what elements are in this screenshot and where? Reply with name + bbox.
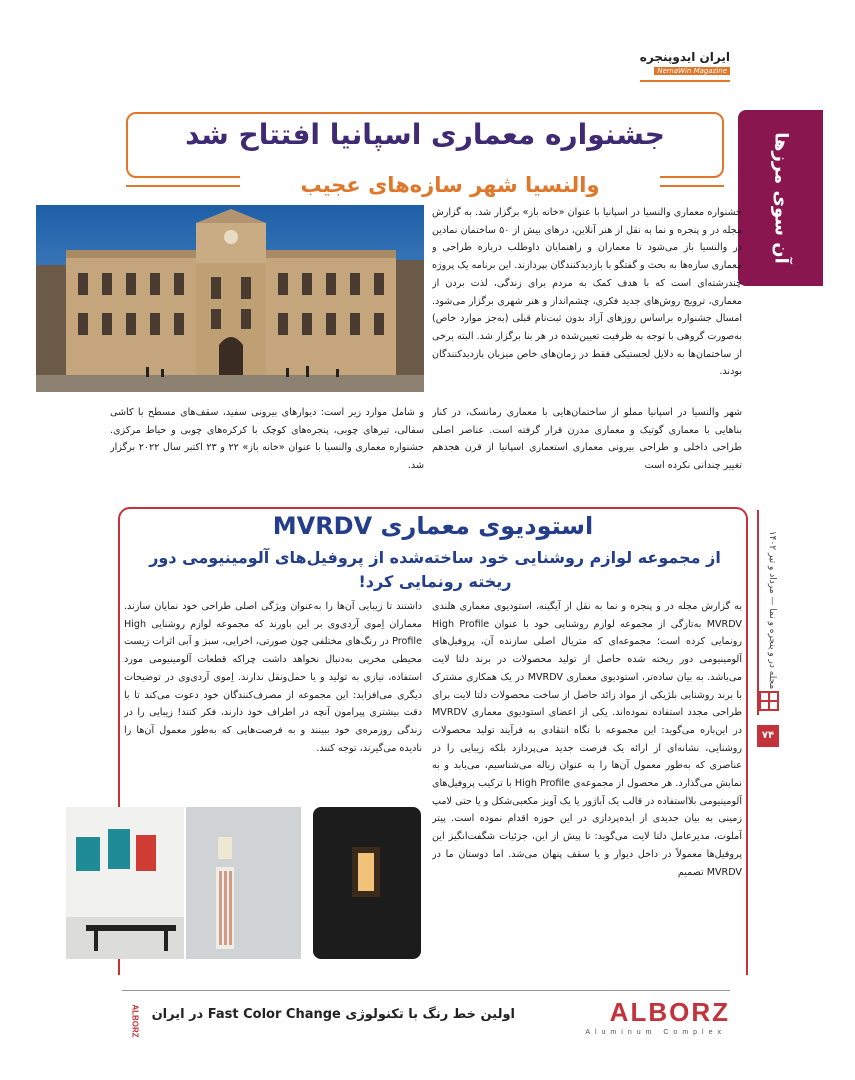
advertisement-text: اولین خط رنگ با تکنولوژی Fast Color Change در ایران (151, 1007, 515, 1022)
logo-text: ایران ایدوپنجره (639, 50, 730, 64)
footer-rule (122, 990, 730, 991)
alborz-tagline: Aluminum Complex (585, 1029, 726, 1036)
page-number: ۷۴ (757, 725, 779, 747)
logo-magazine-tag: NemaWin Magazine (654, 67, 730, 75)
alborz-brand: ALBORZ (609, 997, 730, 1027)
alborz-vertical-logo (128, 995, 142, 1047)
subtitle-rule-right (660, 185, 724, 187)
magazine-logo (640, 50, 730, 80)
alborz-advertisement (120, 995, 730, 1050)
article2-title: استودیوی معماری MVRDV (272, 512, 594, 540)
subtitle-rule-left (126, 185, 240, 187)
section-label: آن سوی مرزها (770, 132, 791, 264)
valencia-building-photo (36, 205, 424, 392)
section-tab (738, 110, 823, 286)
article1-subtitle-wrap (240, 170, 660, 200)
article2-subtitle: از مجموعه لوازم روشنایی خود ساخته‌شده از پروفیل‌های آلومینیومی دور ریخته رونمایی کرد! (149, 548, 721, 591)
product-photos (66, 807, 421, 959)
sidebar-rule (757, 510, 759, 715)
sidebar-magazine-line (764, 520, 780, 700)
article1-subtitle: والنسیا شهر سازه‌های عجیب (300, 173, 600, 197)
article1-left-column: و شامل موارد زیر است: دیوارهای بیرونی سفید، سقف‌های مسطح با کاشی سفالی، تیرهای چوبی، پنجره‌های کوچک با کرکره‌های چوبی و حیاط مرکزی. جشنواره معماری والنسیا با عنوان «خانه باز» ۲۲ و ۲۳ اکتبر سال ۲۰۲۲ برگزار شد. (110, 407, 424, 472)
sidebar-magazine-text: مجله در و پنجره و نما — مرداد و تیر ۱۴۰۲ (767, 530, 777, 690)
window-icon (758, 690, 780, 712)
article1-continued-text: شهر والنسیا در اسپانیا مملو از ساختمان‌هایی با معماری رمانسک، در کنار بناهایی با معماری گوتیک و معماری مدرن قرار گرفته است. عناصر اصلی طراحی داخلی و طراحی بیرونی معماری استعماری اسپانیا از قرن هجدهم تغییر چندانی نکرده است (432, 407, 742, 472)
logo-underline (640, 80, 730, 82)
alborz-logo (560, 997, 730, 1037)
article2-left-column: داشتند تا زیبایی آن‌ها را به‌عنوان ویژگی اصلی طراحی خود نمایان سازند. معماران اِموی آردی‌وی بر این باورند که مجموعه لوازم روشنایی High Profile در رنگ‌های مختلفی چون صورتی، اخرایی، سبز و آبی اثرات زیست محیطی مخربی به‌دنبال نخواهد داشت چراکه قطعات آلومینیومی مورد استفاده، نیازی به تولید و یا حمل‌ونقل ندارند. اِموی آردی‌وی در توضیحات دیگری می‌افزاید: این مجموعه از مصرف‌کنندگان خود دعوت می‌کند تا با دقت بیشتری پیرامون آنچه در اطراف خود دارند، فکر کنند! زیبایی را در زندگی روزمره‌ی خود ببینند و به فرصت‌هایی که به‌طور معمول آن‌ها را نادیده می‌گیرند، توجه کنند. (124, 601, 422, 754)
article1-title: جشنواره معماری اسپانیا افتتاح شد (185, 118, 665, 151)
alborz-vertical-text: ALBORZ (130, 1004, 140, 1038)
article1-right-column: جشنواره معماری والنسیا در اسپانیا با عنوان «خانه باز» برگزار شد. به گزارش مجله در و پنجره و نما به نقل از هنر آنلاین، درهای بیش از ۵۰ ساختمان نمادین در والنسیا باز می‌شود تا معماران و راهنمایان داوطلب درباره طراحی و معماری سازه‌ها به بحث و گفتگو با بازدیدکنندگان بپردازند. این برنامه یک پروژه چندرشته‌ای است که با هدف کمک به مردم برای زندگی، لذت بردن از معماری، ترویج روش‌های جدید فکری، چشم‌انداز و هنر شهری برگزار می‌شود. امسال جشنواره براساس روزهای آزاد بدون ثبت‌نام قبلی (به‌جز موارد خاص) به‌صورت گروهی با توجه به ظرفیت تعیین‌شده در هر بنا برگزار شد. البته برخی از ساختمان‌ها به دلایل لجستیکی فقط در زمان‌های خاص میزبان بازدیدکنندگان بودند. (432, 207, 742, 378)
article2-right-column: به گزارش مجله در و پنجره و نما به نقل از آیگینه، استودیوی معماری هلندی MVRDV به‌تازگی از مجموعه لوازم روشنایی خود با عنوان High Profile رونمایی کرده است؛ مجموعه‌ای که متریال اصلی سازنده آن، پروفیل‌های آلومینیومی دور ریخته شده حاصل از تولید محصولات در برند دلتا لایت می‌باشد. به بیان ساده‌تر، استودیوی معماری MVRDV در یک همکاری مشترک با برند روشنایی بلژیکی از مواد زائد حاصل از ساخت محصولات دلتا لایت برای طراحی مجدد استفاده نموده‌اند. یکی از اعضای استودیوی معماری MVRDV در این‌باره می‌گوید: این مجموعه با نگاه انتقادی به فرآیند تولید محصولات روشنایی، نشانه‌ای از ارائه یک فرصت جدید می‌پردازد بلکه زیبایی را در عناصری که به‌طور معمول آن‌ها را به عنوان زباله می‌شناسیم، می‌یابد و به نمایش می‌گذارد. هر محصول از مجموعه‌ی High Profile با ترکیب پروفیل‌های آلومینیومی بلااستفاده در قالب یک آباژور یا یک آویز مکعبی‌شکل و یا حتی لامپ زمینی به بیان جدیدی از ایده‌پردازی در این حوزه اقدام نموده است. پیتر آملوت، مدیرعامل دلتا لایت می‌گوید: تا پیش از این، جزئیات شگفت‌انگیز این پروفیل‌ها معمولاً در داخل دیوار و یا سقف پنهان می‌شد. اما دوستان ما در MVRDV تصمیم (432, 601, 742, 878)
